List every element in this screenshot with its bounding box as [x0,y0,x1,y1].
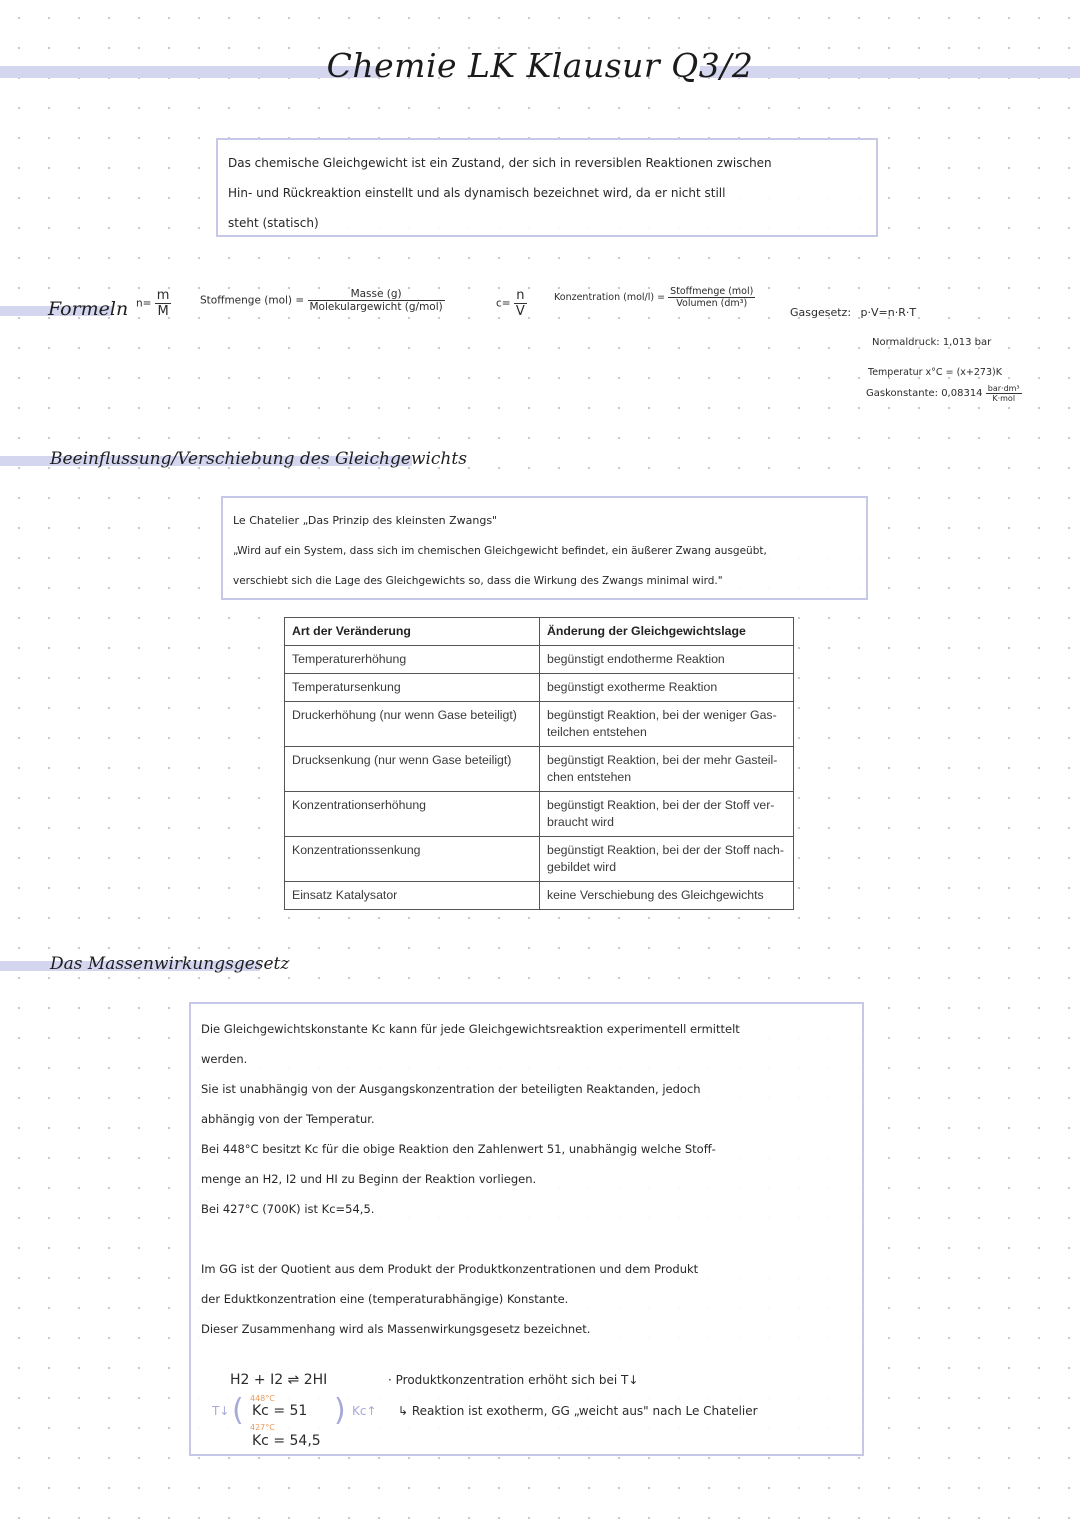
mwg-line: menge an H2, I2 und HI zu Beginn der Reaktion vorliegen. [201,1172,537,1186]
formula-stoffmenge-text: Stoffmenge (mol) = [200,294,305,307]
mwg-line: Im GG ist der Quotient aus dem Produkt der Produktkonzentrationen und dem Produkt [201,1262,699,1276]
reaction-equation: H2 + I2 ⇌ 2HI [230,1372,328,1388]
page-title: Chemie LK Klausur Q3/2 [326,46,754,85]
section1-heading: Beeinflussung/Verschiebung des Gleichgewichts [50,449,467,469]
formula-konzentration-text: Konzentration (mol/l) = [554,292,666,303]
note-produktkonzentration: · Produktkonzentration erhöht sich bei T↓ [388,1373,639,1387]
mwg-line: Bei 448°C besitzt Kc für die obige Reaktion den Zahlenwert 51, unabhängig welche Stoff- [201,1142,716,1156]
formula-n-fraction [155,288,172,319]
table-cell: Konzentrationssenkung [285,837,540,882]
mwg-line: Dieser Zusammenhang wird als Massenwirkungsgesetz bezeichnet. [201,1322,591,1336]
gaskonstante [866,384,1022,403]
formula-stoffmenge-num: Masse (g) [308,288,445,301]
gleichgewicht-table [284,617,794,910]
mwg-line: werden. [201,1052,248,1066]
table-row [285,882,794,910]
table-cell: Konzentrationserhöhung [285,792,540,837]
formula-c-lhs: c= [496,297,511,310]
kc-up: Kc↑ [352,1404,377,1418]
gasgesetz-label: Gasgesetz: [790,306,852,319]
mwg-line: abhängig von der Temperatur. [201,1112,375,1126]
gaskonstante-den: K·mol [992,394,1016,403]
table-row [285,747,794,792]
table-cell: Temperaturerhöhung [285,646,540,674]
formula-konzentration-den: Volumen (dm³) [676,298,748,309]
intro-line: Das chemische Gleichgewicht ist ein Zustand, der sich in reversiblen Reaktionen zwischen [228,156,772,170]
kc-545: Kc = 54,5 [252,1433,321,1449]
formula-c [496,288,527,319]
gaskonstante-label: Gaskonstante: 0,08314 [866,388,983,399]
table-cell: begünstigt Reaktion, bei der der Stoff ver-braucht wird [540,792,794,837]
bracket-right: ) [334,1393,346,1428]
table-cell: begünstigt Reaktion, bei der der Stoff nach-gebildet wird [540,837,794,882]
formula-konzentration-fraction [668,286,755,309]
mwg-line: Sie ist unabhängig von der Ausgangskonzentration der beteiligten Reaktanden, jedoch [201,1082,701,1096]
temp-448: 448°C [250,1394,275,1403]
formula-konzentration-num: Stoffmenge (mol) [670,286,754,297]
table-row [285,674,794,702]
table-row [285,792,794,837]
bracket-left: ( [232,1393,244,1428]
table-cell: Einsatz Katalysator [285,882,540,910]
intro-line: steht (statisch) [228,216,319,230]
mwg-line [201,1224,862,1254]
formula-c-fraction [514,288,527,319]
formula-n-lhs: n= [136,297,152,310]
table-cell: begünstigt Reaktion, bei der mehr Gasteil-chen entstehen [540,747,794,792]
note-exotherm: ↳ Reaktion ist exotherm, GG „weicht aus" nach Le Chatelier [398,1404,758,1418]
table-row [285,837,794,882]
table-cell: Druckerhöhung (nur wenn Gase beteiligt) [285,702,540,747]
intro-line: Hin- und Rückreaktion einstellt und als dynamisch bezeichnet wird, da er nicht still [228,186,726,200]
table-cell: begünstigt exotherme Reaktion [540,674,794,702]
gaskonstante-unit [986,384,1022,403]
chatelier-box [221,496,868,600]
table-cell: begünstigt endotherme Reaktion [540,646,794,674]
mwg-line: der Eduktkonzentration eine (temperaturabhängige) Konstante. [201,1292,569,1306]
formula-c-num: n [514,288,527,304]
table-row [285,646,794,674]
gaskonstante-num: bar·dm³ [987,384,1020,393]
section2-heading: Das Massenwirkungsgesetz [50,954,290,974]
table-header: Art der Veränderung [285,618,540,646]
formula-n [136,288,171,319]
normaldruck: Normaldruck: 1,013 bar [872,337,992,348]
table-cell: Drucksenkung (nur wenn Gase beteiligt) [285,747,540,792]
formeln-heading: Formeln [48,298,129,320]
temperatur: Temperatur x°C = (x+273)K [868,367,1002,378]
formula-stoffmenge-den: Molekulargewicht (g/mol) [309,301,443,313]
intro-box [216,138,878,237]
formula-c-den: V [515,304,525,319]
formula-stoffmenge-fraction [308,288,445,313]
formula-n-den: M [157,304,169,319]
temp-427: 427°C [250,1423,275,1432]
formula-konzentration [554,286,755,309]
formula-stoffmenge [200,288,445,313]
gasgesetz-formula: p·V=n·R·T [860,306,917,319]
table-cell: begünstigt Reaktion, bei der weniger Gas-teilchen entstehen [540,702,794,747]
table-row [285,702,794,747]
table-cell: keine Verschiebung des Gleichgewichts [540,882,794,910]
formula-n-num: m [156,288,170,303]
chatelier-line: verschiebt sich die Lage des Gleichgewichts so, dass die Wirkung des Zwangs minimal wird." [233,575,723,587]
mwg-line: Die Gleichgewichtskonstante Kc kann für jede Gleichgewichtsreaktion experimentell ermittelt [201,1022,740,1036]
gasgesetz [790,306,916,319]
kc-51: Kc = 51 [252,1403,308,1419]
table-cell: Temperatursenkung [285,674,540,702]
chatelier-line: Le Chatelier „Das Prinzip des kleinsten Zwangs" [233,514,498,527]
table-header-row [285,618,794,646]
mwg-line: Bei 427°C (700K) ist Kc=54,5. [201,1202,375,1216]
chatelier-line: „Wird auf ein System, dass sich im chemischen Gleichgewicht befindet, ein äußerer Zwang ausgeübt, [233,545,767,557]
table-header: Änderung der Gleichgewichtslage [540,618,794,646]
t-down: T↓ [212,1404,230,1418]
